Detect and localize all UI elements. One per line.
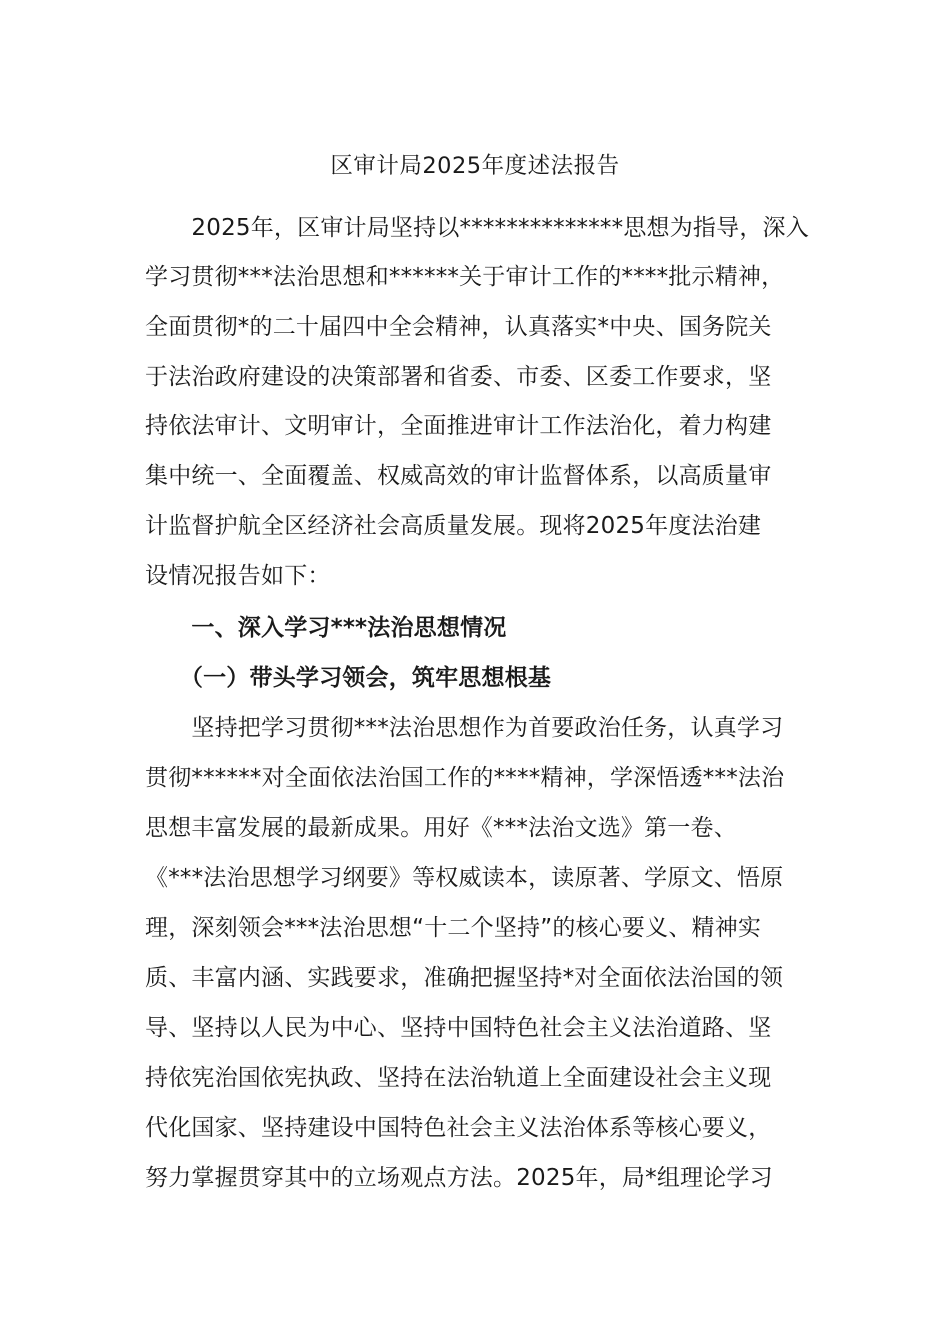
paragraph-line: 持依法审计、文明审计，全面推进审计工作法治化，着力构建 <box>145 413 772 439</box>
paragraph-line: 持依宪治国依宪执政、坚持在法治轨道上全面建设社会主义现 <box>145 1065 772 1091</box>
paragraph-line: 代化国家、坚持建设中国特色社会主义法治体系等核心要义， <box>145 1115 772 1141</box>
paragraph-line: 计监督护航全区经济社会高质量发展。现将2025年度法治建 <box>145 513 762 539</box>
paragraph-line: 思想丰富发展的最新成果。用好《***法治文选》第一卷、 <box>145 815 737 841</box>
paragraph-line: 努力掌握贯穿其中的立场观点方法。2025年，局*组理论学习 <box>145 1165 773 1191</box>
paragraph-line: 全面贯彻*的二十届四中全会精神，认真落实*中央、国务院关 <box>145 314 772 340</box>
paragraph-line: 于法治政府建设的决策部署和省委、市委、区委工作要求，坚 <box>145 364 772 390</box>
document-title: 区审计局2025年度述法报告 <box>330 153 620 179</box>
paragraph-line: 贯彻******对全面依法治国工作的****精神，学深悟透***法治 <box>145 765 785 791</box>
paragraph-line: 导、坚持以人民为中心、坚持中国特色社会主义法治道路、坚 <box>145 1015 772 1041</box>
paragraph-line: 理，深刻领会***法治思想“十二个坚持”的核心要义、精神实 <box>145 915 762 941</box>
paragraph-line: 《***法治思想学习纲要》等权威读本，读原著、学原文、悟原 <box>145 865 784 891</box>
paragraph-line: 质、丰富内涵、实践要求，准确把握坚持*对全面依法治国的领 <box>145 965 784 991</box>
subsection-heading: （一）带头学习领会，筑牢思想根基 <box>145 665 552 691</box>
paragraph-line: 2025年，区审计局坚持以**************思想为指导，深入 <box>145 215 809 241</box>
paragraph-line: 学习贯彻***法治思想和******关于审计工作的****批示精神， <box>145 264 785 290</box>
paragraph-line: 设情况报告如下： <box>145 563 331 589</box>
paragraph-line: 集中统一、全面覆盖、权威高效的审计监督体系，以高质量审 <box>145 463 772 489</box>
section-heading: 一、深入学习***法治思想情况 <box>145 615 507 641</box>
paragraph-line: 坚持把学习贯彻***法治思想作为首要政治任务，认真学习 <box>145 715 784 741</box>
